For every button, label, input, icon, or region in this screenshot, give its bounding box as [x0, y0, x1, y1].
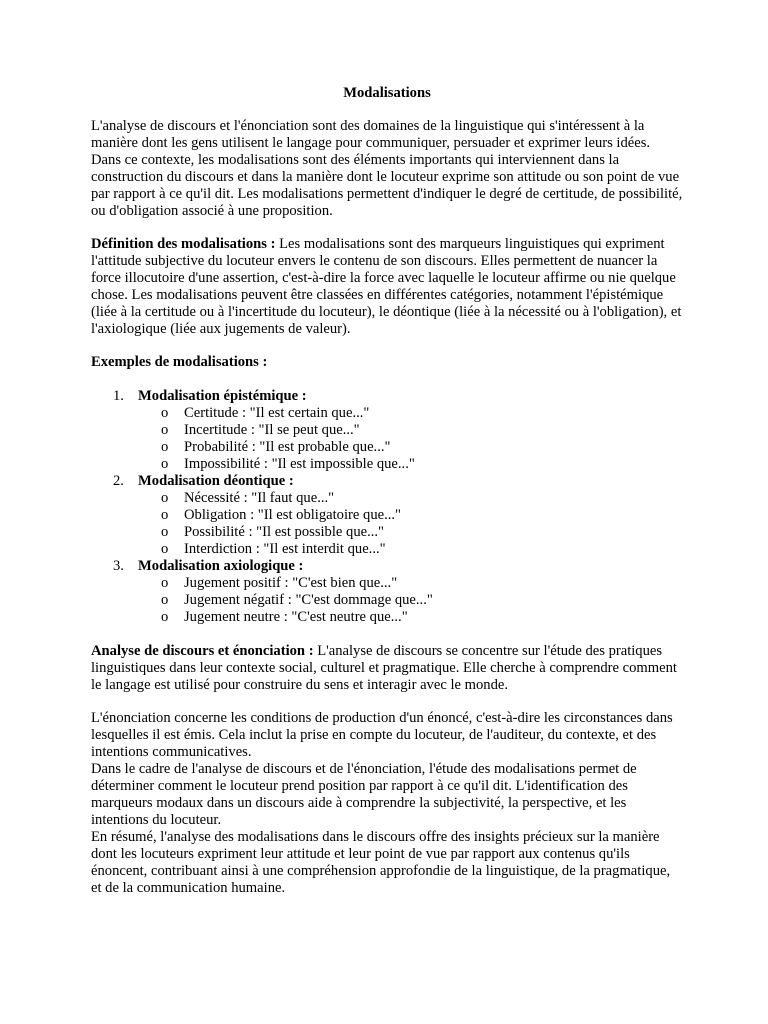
- examples-heading: Exemples de modalisations :: [91, 354, 268, 370]
- example-title: Modalisation axiologique :: [138, 558, 304, 574]
- sub-list-item: o Probabilité : "Il est probable que...": [161, 439, 391, 455]
- enonciation-paragraph: L'énonciation concerne les conditions de production d'un énoncé, c'est-à-dire les circonstances dans lesquelles il est émis. Cela inclut la prise en compte du locuteur, de l'auditeur, du contexte, et des intentions communicatives.: [91, 710, 673, 760]
- analyse-paragraph: [91, 643, 683, 694]
- sub-list-item: o Certitude : "Il est certain que...": [161, 405, 370, 421]
- example-item-axiologique: [91, 558, 683, 626]
- sub-list-item: o Obligation : "Il est obligatoire que...": [161, 507, 401, 523]
- bullet-icon: o: [161, 456, 169, 472]
- example-item-deontique: [91, 473, 683, 558]
- sub-list-item: o Nécessité : "Il faut que...": [161, 490, 335, 506]
- example-title: Modalisation déontique :: [138, 473, 294, 489]
- bullet-icon: o: [161, 405, 169, 421]
- sub-list-item: o Incertitude : "Il se peut que...": [161, 422, 360, 438]
- bullet-icon: o: [161, 439, 169, 455]
- bullet-icon: o: [161, 490, 169, 506]
- bullet-icon: o: [161, 524, 169, 540]
- bullet-icon: o: [161, 592, 169, 608]
- bullet-icon: o: [161, 507, 169, 523]
- cadre-paragraph: Dans le cadre de l'analyse de discours et de l'énonciation, l'étude des modalisations permet de déterminer comment le locuteur prend position par rapport à ce qu'il dit. L'identification des marqueurs modaux dans un discours aide à comprendre la subjectivité, la perspective, et les intentions du locuteur.: [91, 761, 637, 828]
- example-number: 2.: [113, 473, 124, 489]
- sub-list: [138, 405, 683, 473]
- sub-list-item: o Impossibilité : "Il est impossible que...": [161, 456, 415, 472]
- example-number: 3.: [113, 558, 124, 574]
- bullet-icon: o: [161, 422, 169, 438]
- definition-label: Définition des modalisations :: [91, 236, 276, 252]
- document-title: Modalisations: [343, 85, 431, 101]
- analyse-text: L'analyse de discours se concentre sur l'étude des pratiques linguistiques dans leur contexte social, culturel et pragmatique. Elle cherche à comprendre comment le langage est utilisé pour construire du sens et interagir avec le monde.: [91, 643, 677, 693]
- sub-list-item: o Interdiction : "Il est interdit que...": [161, 541, 386, 557]
- intro-paragraph: L'analyse de discours et l'énonciation sont des domaines de la linguistique qui s'intéressent à la manière dont les gens utilisent le langage pour communiquer, persuader et exprimer leurs idées. Dans ce contexte, les modalisations sont des éléments importants qui interviennent dans la construction du discours et dans la manière dont le locuteur exprime son attitude ou son point de vue par rapport à ce qu'il dit. Les modalisations permettent d'indiquer le degré de certitude, de possibilité, ou d'obligation associé à une proposition.: [91, 118, 683, 219]
- example-item-epistemique: [91, 388, 683, 473]
- examples-list: [91, 388, 683, 626]
- resume-paragraph: En résumé, l'analyse des modalisations dans le discours offre des insights précieux sur la manière dont les locuteurs expriment leur attitude et leur point de vue par rapport aux contenus qu'ils énoncent, contribuant ainsi à une compréhension approfondie de la linguistique, de la pragmatique, et de la communication humaine.: [91, 829, 671, 896]
- sub-list: [138, 490, 683, 558]
- bullet-icon: o: [161, 575, 169, 591]
- document-page: [91, 85, 683, 897]
- example-title: Modalisation épistémique :: [138, 388, 307, 404]
- sub-list-item: o Possibilité : "Il est possible que...": [161, 524, 385, 540]
- bullet-icon: o: [161, 541, 169, 557]
- sub-list: [138, 575, 683, 626]
- sub-list-item: o Jugement neutre : "C'est neutre que...": [161, 609, 408, 625]
- sub-list-item: o Jugement positif : "C'est bien que...": [161, 575, 398, 591]
- definition-text: Les modalisations sont des marqueurs linguistiques qui expriment l'attitude subjective du locuteur envers le contenu de son discours. Elles permettent de nuancer la force illocutoire d'une assertion, c'est-à-dire la force avec laquelle le locuteur affirme ou nie quelque chose. Les modalisations peuvent être classées en différentes catégories, notamment l'épistémique (liée à la certitude ou à l'incertitude du locuteur), le déontique (liée à la nécessité ou à l'obligation), et l'axiologique (liée aux jugements de valeur).: [91, 236, 682, 337]
- bullet-icon: o: [161, 609, 169, 625]
- analyse-label: Analyse de discours et énonciation :: [91, 643, 314, 659]
- sub-list-item: o Jugement négatif : "C'est dommage que...": [161, 592, 433, 608]
- example-number: 1.: [113, 388, 124, 404]
- definition-paragraph: [91, 236, 683, 338]
